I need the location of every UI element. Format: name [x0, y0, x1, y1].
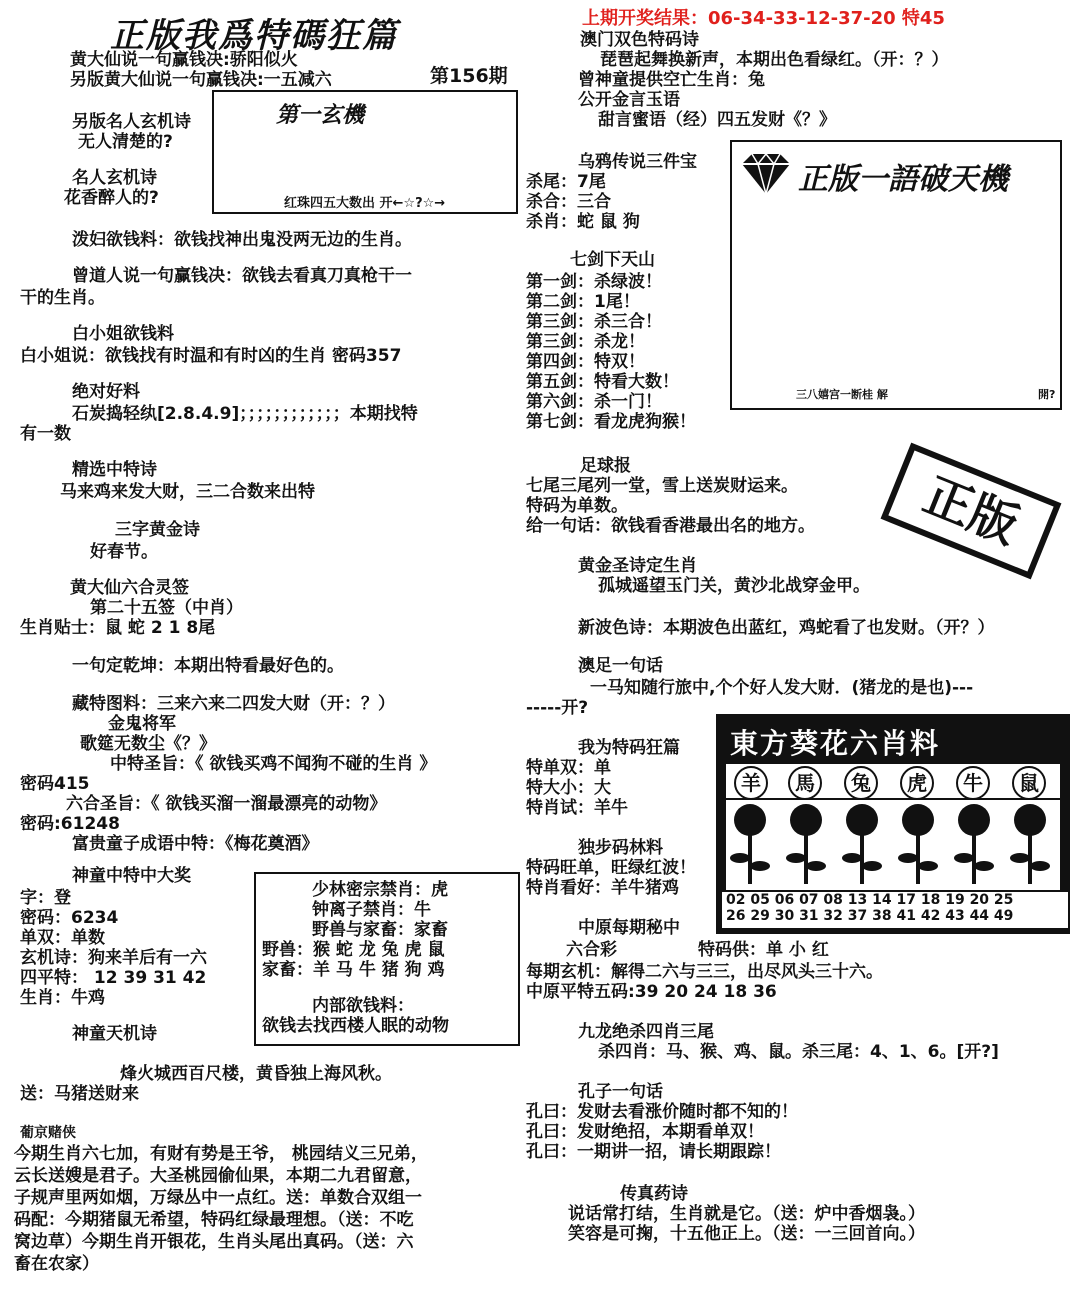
shaolin-line-7: 欲钱去找西楼人眠的动物 — [262, 1016, 449, 1036]
tianji-title: 神童天机诗 — [72, 1024, 157, 1044]
danshuang-line: 单双：单数 — [20, 928, 105, 948]
zodiac-3: 兔 — [844, 766, 878, 800]
famous-poem-1-line: 无人清楚的? — [78, 132, 173, 152]
zhongyuan-title: 中原每期秘中 — [578, 918, 680, 938]
pofu-line: 泼妇欲钱料：欲钱找神出鬼没两无边的生肖。 — [72, 230, 412, 250]
pujing-title: 葡京赌侠 — [20, 1125, 76, 1141]
zi-line: 字：登 — [20, 888, 71, 908]
yipo-footer-right: 開? — [1038, 388, 1056, 401]
qijian-4: 第三剑：杀龙！ — [526, 332, 645, 352]
tegong-line: 特码供：单 小 红 — [698, 940, 829, 960]
pujing-line-2: 云长送嫂是君子。大圣桃园偷仙果，本期二九君留意， — [14, 1166, 422, 1186]
liuhe-line-2: 生肖贴士：鼠 蛇 2 1 8尾 — [20, 618, 216, 638]
aozu-line-1: 一马知随行旅中,个个好人发大财．(猪龙的是也)--- — [590, 678, 974, 698]
aomen-line: 琵琶起舞换新声，本期出色看绿红。（开：？） — [600, 50, 949, 70]
dongfang-numbers-2: 26 29 30 31 32 37 38 41 42 43 44 49 — [726, 908, 1014, 924]
aomen-title: 澳门双色特码诗 — [580, 30, 699, 50]
zhongyuan-ping-line: 中原平特五码:39 20 24 18 36 — [526, 982, 777, 1002]
shenqi-title: 神童中特中大奖 — [72, 866, 191, 886]
xinbo-line: 新波色诗：本期波色出蓝红，鸡蛇看了也发财。（开？） — [578, 618, 995, 638]
page-title: 正版我爲特碼狂篇 — [110, 16, 398, 56]
liuhe-line-1: 第二十五签（中肖） — [90, 598, 243, 618]
qijian-1: 第一剑：杀绿波！ — [526, 272, 662, 292]
teshi-line: 特肖试：羊牛 — [526, 798, 628, 818]
liuhe-title: 黄大仙六合灵签 — [70, 578, 189, 598]
mima1-line: 密码415 — [20, 774, 90, 794]
chuanzhen-line-2: 笑容是可掬，十五他正上。（送：一三回首向。） — [568, 1224, 925, 1244]
famous-poem-1-title: 另版名人玄机诗 — [72, 112, 191, 132]
shaxiao-line: 杀肖：蛇 鼠 狗 — [526, 212, 640, 232]
liuhe-shengzhi-line: 六合圣旨：《 欲钱买溜一溜最漂亮的动物》 — [66, 794, 387, 814]
zengdao-line-2: 干的生肖。 — [20, 288, 105, 308]
qijian-7: 第六剑：杀一门！ — [526, 392, 662, 412]
huang-line-2: 另版黄大仙说一句赢钱决:一五减六 — [70, 70, 332, 90]
zodiac-2: 馬 — [788, 766, 822, 800]
zuqiu-line-2: 特码为单数。 — [526, 496, 628, 516]
fugui-line: 富贵童子成语中特：《梅花奠酒》 — [72, 834, 319, 854]
aozu-line-2: -----开? — [526, 698, 589, 718]
shengxiao-line: 生肖：牛鸡 — [20, 988, 105, 1008]
bai-title: 白小姐欲钱料 — [72, 324, 174, 344]
jue-line-1: 石炭捣轻纨[2.8.4.9]；；；；；；；；；；；；本期找特 — [72, 404, 418, 424]
jing-title: 精选中特诗 — [72, 460, 157, 480]
famous-poem-2-title: 名人玄机诗 — [72, 168, 157, 188]
zodiac-6: 鼠 — [1012, 766, 1046, 800]
gongkai-title: 公开金言玉语 — [578, 90, 680, 110]
wowei-title: 我为特码狂篇 — [578, 738, 680, 758]
sanzi-title: 三字黄金诗 — [115, 520, 200, 540]
mima2-line: 密码:61248 — [20, 814, 120, 834]
dubu-line-1: 特码旺单，旺绿红波！ — [526, 858, 696, 878]
dongfang-numbers — [722, 892, 1068, 928]
sanzi-line: 好春节。 — [90, 542, 158, 562]
liuhecai-label: 六合彩 — [566, 940, 617, 960]
flower-row — [726, 800, 1060, 890]
xuanji-line: 玄机诗：狗来羊后有一六 — [20, 948, 207, 968]
zodiac-row — [726, 764, 1060, 798]
yipo-box — [730, 140, 1062, 410]
qijian-6: 第五剑：特看大数！ — [526, 372, 679, 392]
shaolin-line-6: 内部欲钱料： — [312, 996, 414, 1016]
huangjin-title: 黄金圣诗定生肖 — [578, 556, 697, 576]
zengdao-line-1: 曾道人说一句赢钱决：欲钱去看真刀真枪干一 — [72, 266, 412, 286]
pujing-line-5: 窝边草）今期生肖开银花，生肖头尾出真码。（送：六 — [14, 1232, 414, 1252]
shaolin-line-3: 野兽与家畜：家畜 — [312, 920, 448, 940]
qijian-3: 第三剑：杀三合！ — [526, 312, 662, 332]
dongfang-numbers-1: 02 05 06 07 08 13 14 17 18 19 20 25 — [726, 892, 1014, 908]
meiqi-line: 每期玄机：解得二六与三三，出尽风头三十六。 — [526, 962, 883, 982]
zodiac-4: 虎 — [900, 766, 934, 800]
bai-line: 白小姐说：欲钱找有时温和有时凶的生肖 密码357 — [20, 346, 402, 366]
pingte-line: 四平特： 12 39 31 42 — [20, 968, 207, 988]
kongzi-title: 孔子一句话 — [578, 1082, 663, 1102]
teda-line: 特大小：大 — [526, 778, 611, 798]
dubu-line-2: 特肖看好：羊牛猪鸡 — [526, 878, 679, 898]
shaolin-line-2: 钟离子禁肖：牛 — [312, 900, 431, 920]
tedan-line: 特单双：单 — [526, 758, 611, 778]
aozu-title: 澳足一句话 — [578, 656, 663, 676]
first-mystery-text: 红珠四五大数出 开←☆?☆→ — [284, 196, 446, 211]
qijian-8: 第七剑：看龙虎狗猴！ — [526, 412, 696, 432]
gebu-line: 歌筵无数尘《？》 — [80, 734, 216, 754]
shaolin-line-4: 野兽：猴 蛇 龙 兔 虎 鼠 — [262, 940, 445, 960]
yipo-footer-left: 三八嬉宫一断桂 解 — [796, 388, 888, 401]
jiulong-title: 九龙绝杀四肖三尾 — [578, 1022, 714, 1042]
first-mystery-title: 第一玄機 — [276, 103, 365, 128]
zhengban-stamp: 正版 — [881, 443, 1062, 580]
mima3-line: 密码：6234 — [20, 908, 119, 928]
pujing-line-3: 子规声里两如烟，万绿丛中一点红。送：单数合双组一 — [14, 1188, 422, 1208]
zeng-line: 曾神童提供空亡生肖：兔 — [578, 70, 765, 90]
jing-line: 马来鸡来发大财，三二合数来出特 — [60, 482, 315, 502]
gongkai-line: 甜言蜜语（经）四五发财《？》 — [598, 110, 836, 130]
shaolin-box — [254, 872, 520, 1046]
zhongte-line: 中特圣旨：《 欲钱买鸡不闻狗不碰的生肖 》 — [110, 754, 437, 774]
zuqiu-line-3: 给一句话：欲钱看香港最出名的地方。 — [526, 516, 815, 536]
jingui-line: 金鬼将军 — [108, 714, 176, 734]
dongfang-title: 東方葵花六肖料 — [730, 727, 941, 760]
qijian-5: 第四剑：特双！ — [526, 352, 645, 372]
kongzi-1: 孔曰：发财去看涨价随时都不知的！ — [526, 1102, 798, 1122]
sunflower-icons — [726, 800, 1060, 890]
kongzi-3: 孔曰：一期讲一招，请长期跟踪！ — [526, 1142, 781, 1162]
song-line: 送：马猪送财来 — [20, 1084, 139, 1104]
zuqiu-line-1: 七尾三尾列一堂，雪上送炭财运来。 — [526, 476, 798, 496]
shaolin-line-1: 少林密宗禁肖：虎 — [312, 880, 448, 900]
jue-title: 绝对好料 — [72, 382, 140, 402]
last-result: 上期开奖结果：06-34-33-12-37-20 特45 — [582, 8, 945, 29]
huangjin-line: 孤城遥望玉门关，黄沙北战穿金甲。 — [598, 576, 870, 596]
shahe-line: 杀合：三合 — [526, 192, 611, 212]
zuqiu-title: 足球报 — [580, 456, 631, 476]
pujing-line-6: 畜在农家） — [14, 1254, 99, 1274]
pujing-line-1: 今期生肖六七加，有财有势是王爷， 桃园结义三兄弟， — [14, 1144, 428, 1164]
first-mystery-box — [212, 90, 518, 214]
chuanzhen-title: 传真药诗 — [620, 1184, 688, 1204]
famous-poem-2-line: 花香醉人的? — [64, 188, 159, 208]
qijian-2: 第二剑：1尾！ — [526, 292, 640, 312]
wuya-title: 乌鸦传说三件宝 — [578, 152, 697, 172]
yiju-line: 一句定乾坤：本期出特看最好色的。 — [72, 656, 344, 676]
qijian-title: 七剑下天山 — [570, 250, 655, 270]
yipo-title: 正版一語破天機 — [798, 162, 1008, 197]
shaolin-line-5: 家畜：羊 马 牛 猪 狗 鸡 — [262, 960, 445, 980]
cang-line: 藏特图料：三来六来二四发大财（开：？） — [72, 694, 395, 714]
dubu-title: 独步码林料 — [578, 838, 663, 858]
shawei-line: 杀尾：7尾 — [526, 172, 606, 192]
chuanzhen-line-1: 说话常打结，生肖就是它。（送：炉中香烟袅。） — [568, 1204, 925, 1224]
zodiac-1: 羊 — [734, 766, 768, 800]
dongfang-box — [716, 714, 1070, 934]
pujing-line-4: 码配：今期猪鼠无希望，特码红绿最理想。（送：不吃 — [14, 1210, 414, 1230]
zodiac-5: 牛 — [956, 766, 990, 800]
issue-number: 第156期 — [430, 65, 508, 87]
jiulong-line: 杀四肖：马、猴、鸡、鼠。杀三尾：4、1、6。[开?] — [598, 1042, 999, 1062]
diamond-icon — [740, 152, 792, 196]
huang-line-1: 黄大仙说一句赢钱决:骄阳似火 — [70, 50, 298, 70]
fenghuo-line: 烽火城西百尺楼，黄昏独上海风秋。 — [120, 1064, 392, 1084]
kongzi-2: 孔曰：发财绝招，本期看单双！ — [526, 1122, 764, 1142]
jue-line-2: 有一数 — [20, 424, 71, 444]
